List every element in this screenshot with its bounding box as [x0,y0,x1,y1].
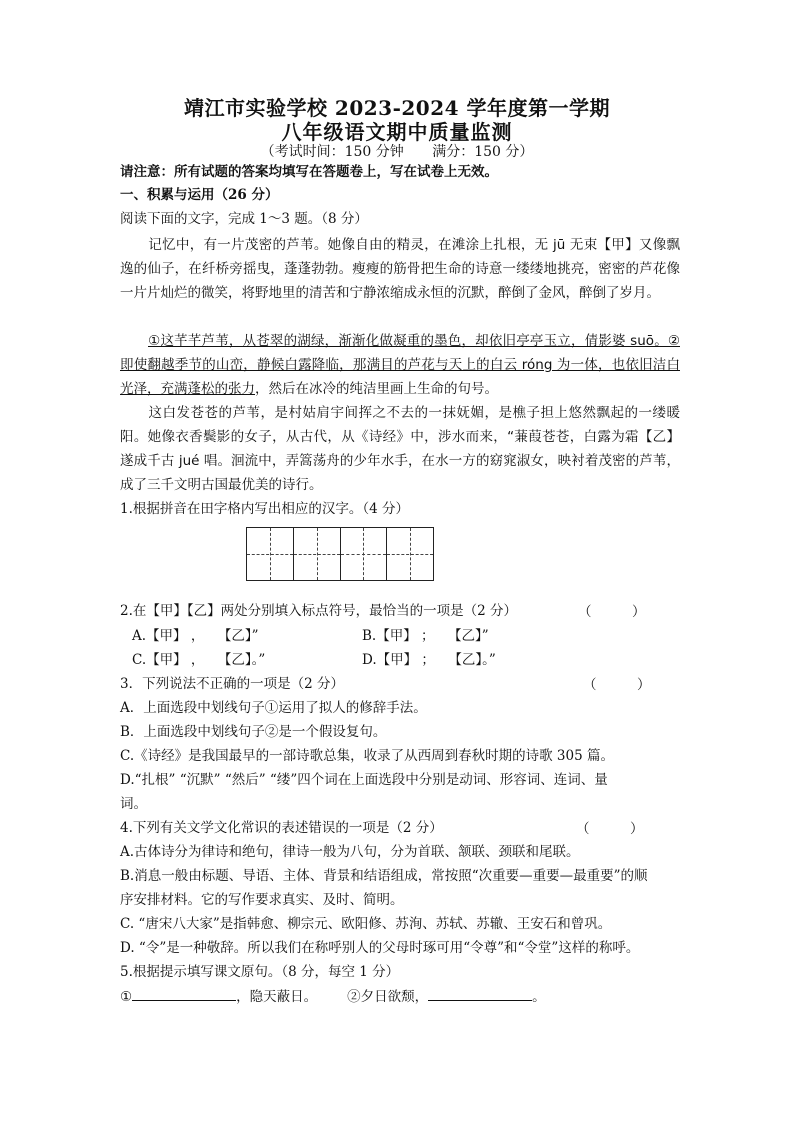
q2-option-a[interactable]: A.【甲】 ， 【乙】” [132,628,259,644]
answer-parentheses-q2[interactable]: （ ） [578,604,646,620]
q5-fill-line [120,986,680,1008]
answer-parentheses-q3[interactable]: （ ） [583,677,651,693]
passage-p1-text: 记忆中，有一片茂密的芦苇。她像自由的精灵，在滩涂上扎根，无 jū 无束【甲】又像飘逸的仙子，在纤桥旁摇曳，蓬蓬勃勃。瘦瘦的筋骨把生命的诗意一缕缕地挑亮，密密的芦花像一片片灿烂的微笑，将野地里的清苦和宁静浓缩成永恒的沉默，醉倒了金风，醉倒了岁月。 [120,237,680,301]
q3-option-d-cont: 词。 [120,796,147,812]
tianzige-grid[interactable] [246,527,434,581]
passage-paragraph-2 [120,329,680,401]
exam-title-line2: 八年级语文期中质量监测 [281,120,513,144]
section-title: 一、积累与运用（26 分） [120,187,279,203]
q5-item2-suffix: 。 [532,989,546,1005]
fill-blank-1[interactable] [132,986,236,1001]
q3-option-d[interactable]: D.“扎根” “沉默” “然后” “缕”四个词在上面选段中分别是动词、形容词、连词、量 [120,772,608,788]
passage-paragraph-3 [120,401,680,497]
question-1: 1.根据拼音在田字格内写出相应的汉字。（4 分） [120,501,410,517]
q4-option-a[interactable]: A.古体诗分为律诗和绝句，律诗一般为八句，分为首联、颔联、颈联和尾联。 [120,844,580,860]
q2-option-c[interactable]: C.【甲】 ， 【乙】。” [132,652,266,668]
q4-option-c[interactable]: C. “唐宋八大家”是指韩愈、柳宗元、欧阳修、苏洵、苏轼、苏辙、王安石和曾巩。 [120,916,612,932]
question-5: 5.根据提示填写课文原句。（8 分，每空 1 分） [120,964,400,980]
passage-p3-text: 这白发苍苍的芦苇，是村姑肩宇间挥之不去的一抹妩媚，是樵子担上悠然飘起的一缕暖阳。她像衣香鬓影的女子，从古代，从《诗经》中，涉水而来，“蒹葭苍苍，白露为霜【乙】遂成千古 jué 唱。洄流中，弄篙荡舟的少年水手，在水一方的窈窕淑女，映衬着茂密的芦苇，成了三千文明古国最优美的诗行。 [120,405,680,493]
question-2: 2.在【甲】【乙】两处分别填入标点符号，最恰当的一项是（2 分） [120,603,518,619]
q4-option-b[interactable]: B.消息一般由标题、导语、主体、背景和结语组成，常按照“次重要—重要—最重要”的顺 [120,868,648,884]
full-score: 满分：150 分） [432,144,534,160]
q4-option-d[interactable]: D. “令”是一种敬辞。所以我们在称呼别人的父母时琢可用“令尊”和“令堂”这样的称呼。 [120,940,640,956]
notice: 请注意：所有试题的答案均填写在答题卷上，写在试卷上无效。 [120,164,498,180]
q2-option-d[interactable]: D.【甲】 ； 【乙】。” [362,652,496,668]
answer-parentheses-q4[interactable]: （ ） [576,821,644,837]
reading-intro: 阅读下面的文字，完成 1～3 题。（8 分） [120,211,368,227]
q4-option-b-cont: 序安排材料。它的写作要求真实、及时、简明。 [120,892,404,908]
q5-item1-prefix: ① [120,989,133,1005]
grid-cell[interactable] [387,528,433,580]
question-4: 4.下列有关文学文化常识的表述错误的一项是（2 分） [120,820,443,836]
q2-option-b[interactable]: B.【甲】 ； 【乙】” [362,628,489,644]
exam-info [0,141,794,161]
fill-blank-2[interactable] [428,986,532,1001]
underlined-sentences: ①这芊芊芦苇，从苍翠的湖绿，渐渐化做凝重的墨色，却依旧亭亭玉立，倩影婆 suō。②即使翻越季节的山峦，静候白露降临，那满目的芦花与天上的白云 róng 为一体，也依旧洁白光泽，充满蓬松的张力 [120,333,680,397]
exam-title-line1: 靖江市实验学校 2023-2024 学年度第一学期 [183,96,611,120]
grid-cell[interactable] [341,528,388,580]
q3-option-b[interactable]: B．上面选段中划线句子②是一个假设复句。 [120,724,387,740]
q3-option-a[interactable]: A．上面选段中划线句子①运用了拟人的修辞手法。 [120,700,427,716]
grid-cell[interactable] [294,528,341,580]
passage-p2-rest: ，然后在冰冷的纯洁里画上生命的句号。 [255,381,498,397]
q3-option-c[interactable]: C.《诗经》是我国最早的一部诗歌总集，收录了从西周到春秋时期的诗歌 305 篇。 [120,748,614,764]
q5-item1-suffix: ，隐天蔽日。 [236,989,318,1005]
grid-cell[interactable] [247,528,294,580]
q5-item2-prefix: ②夕日欲颓， [347,989,429,1005]
exam-time: （考试时间：150 分钟 [260,144,404,160]
passage-paragraph-1 [120,233,680,305]
question-3: 3．下列说法不正确的一项是（2 分） [120,676,344,692]
